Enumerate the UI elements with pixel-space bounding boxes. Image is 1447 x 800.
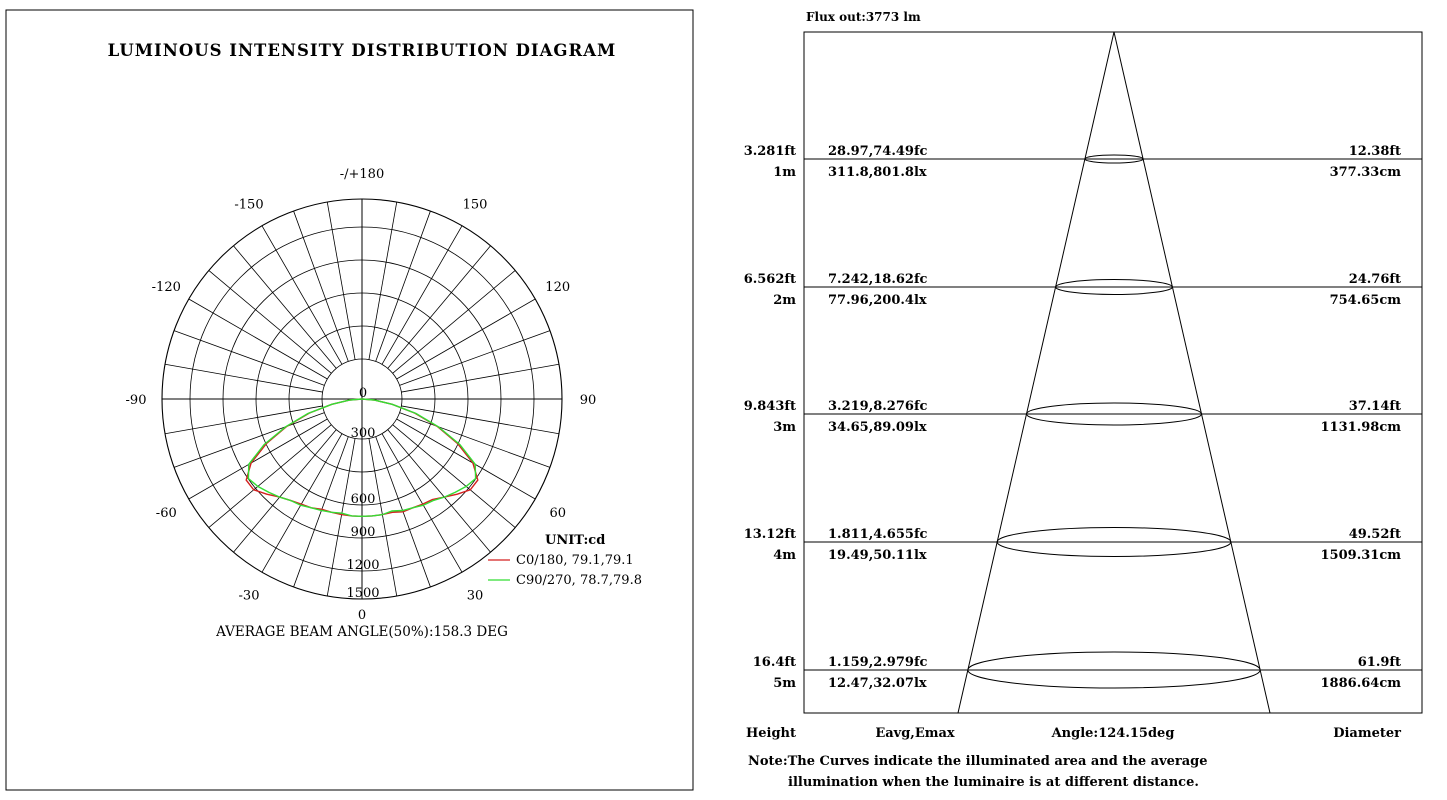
diameter-cm-label: 377.33cm [1329,165,1401,180]
unit-label: UNIT:cd [545,533,606,548]
illuminance-fc-label: 28.97,74.49fc [828,144,928,159]
note-line-1: Note:The Curves indicate the illuminated area and the average [748,754,1208,769]
polar-angle-label: -60 [155,506,177,521]
cone-panel-frame [804,32,1422,713]
footer-eavg: Eavg,Emax [875,726,955,741]
polar-spoke [369,202,397,360]
polar-spoke [233,246,336,369]
footer-height: Height [745,726,796,741]
polar-radial-label: 900 [350,525,376,540]
diameter-ft-label: 24.76ft [1348,272,1401,287]
diameter-ft-label: 37.14ft [1348,399,1401,414]
cone-right-edge [1114,32,1270,713]
polar-radial-label: 0 [358,386,368,401]
polar-angle-label: -/+180 [339,167,385,182]
cone-left-edge [958,32,1114,713]
polar-spoke [382,226,462,365]
note-line-2: illumination when the luminaire is at different distance. [788,775,1199,790]
radial-bottom-label: 0 [357,608,367,623]
height-ft-label: 3.281ft [743,144,796,159]
polar-spoke [393,270,516,373]
polar-radial-label: 300 [350,426,376,441]
polar-angle-label: 120 [545,280,571,295]
polar-radial-label: 600 [350,492,376,507]
illuminance-lx-label: 19.49,50.11lx [828,548,927,563]
polar-spoke [189,299,328,379]
height-ft-label: 16.4ft [752,655,796,670]
height-ft-label: 13.12ft [743,527,796,542]
height-m-label: 2m [773,293,796,308]
illuminance-fc-label: 7.242,18.62fc [828,272,928,287]
illuminance-fc-label: 3.219,8.276fc [828,399,928,414]
polar-spoke [397,299,536,379]
distance-rows [744,144,1422,691]
polar-spoke [165,364,323,392]
diameter-cm-label: 1509.31cm [1320,548,1401,563]
height-ft-label: 6.562ft [743,272,796,287]
polar-angle-label: -30 [238,588,260,604]
polar-angle-label: 30 [466,588,484,604]
polar-angle-label: 150 [462,197,488,213]
diameter-cm-label: 754.65cm [1329,293,1401,308]
distance-row [744,399,1422,435]
polar-title: LUMINOUS INTENSITY DISTRIBUTION DIAGRAM [107,41,617,60]
polar-angle-label: -90 [125,393,147,408]
illuminance-lx-label: 311.8,801.8lx [828,165,927,180]
illuminance-lx-label: 34.65,89.09lx [828,420,927,435]
height-m-label: 5m [773,676,796,691]
polar-radial-label: 1500 [346,586,380,601]
legend-c0-label: C0/180, 79.1,79.1 [516,553,634,568]
polar-radial-label: 1200 [346,558,380,573]
distance-row [744,144,1422,180]
diameter-cm-label: 1886.64cm [1320,676,1401,691]
illuminance-fc-label: 1.811,4.655fc [828,527,928,542]
distance-row [744,272,1422,308]
polar-spoke [327,202,355,360]
illuminance-lx-label: 77.96,200.4lx [828,293,927,308]
polar-spoke [388,246,491,369]
distance-row [753,652,1422,691]
polar-spoke [388,430,491,553]
height-ft-label: 9.843ft [743,399,796,414]
polar-spoke [209,270,332,373]
diameter-ft-label: 12.38ft [1348,144,1401,159]
distance-row [744,527,1422,563]
diameter-cm-label: 1131.98cm [1320,420,1401,435]
diameter-ft-label: 61.9ft [1357,655,1401,670]
footer-angle: Angle:124.15deg [1051,726,1175,741]
diameter-ft-label: 49.52ft [1348,527,1401,542]
polar-spoke [262,434,342,573]
polar-spoke [233,430,336,553]
footer-diameter: Diameter [1333,726,1401,741]
illuminance-fc-label: 1.159,2.979fc [828,655,928,670]
polar-radial-labels [346,386,379,601]
polar-angle-label: 90 [579,393,597,408]
height-m-label: 3m [773,420,796,435]
beam-angle-text: AVERAGE BEAM ANGLE(50%):158.3 DEG [216,624,508,640]
polar-spoke [262,226,342,365]
polar-angle-label: -120 [151,280,181,295]
legend-c90-label: C90/270, 78.7,79.8 [516,573,642,588]
beam-cone [958,32,1270,713]
polar-spoke [382,434,462,573]
flux-text: Flux out:3773 lm [806,10,921,24]
polar-spoke [401,364,559,392]
height-m-label: 1m [773,165,796,180]
polar-angle-label: -150 [234,197,264,213]
polar-angle-label: 60 [549,506,566,521]
illuminance-lx-label: 12.47,32.07lx [828,676,927,691]
height-m-label: 4m [773,548,796,563]
